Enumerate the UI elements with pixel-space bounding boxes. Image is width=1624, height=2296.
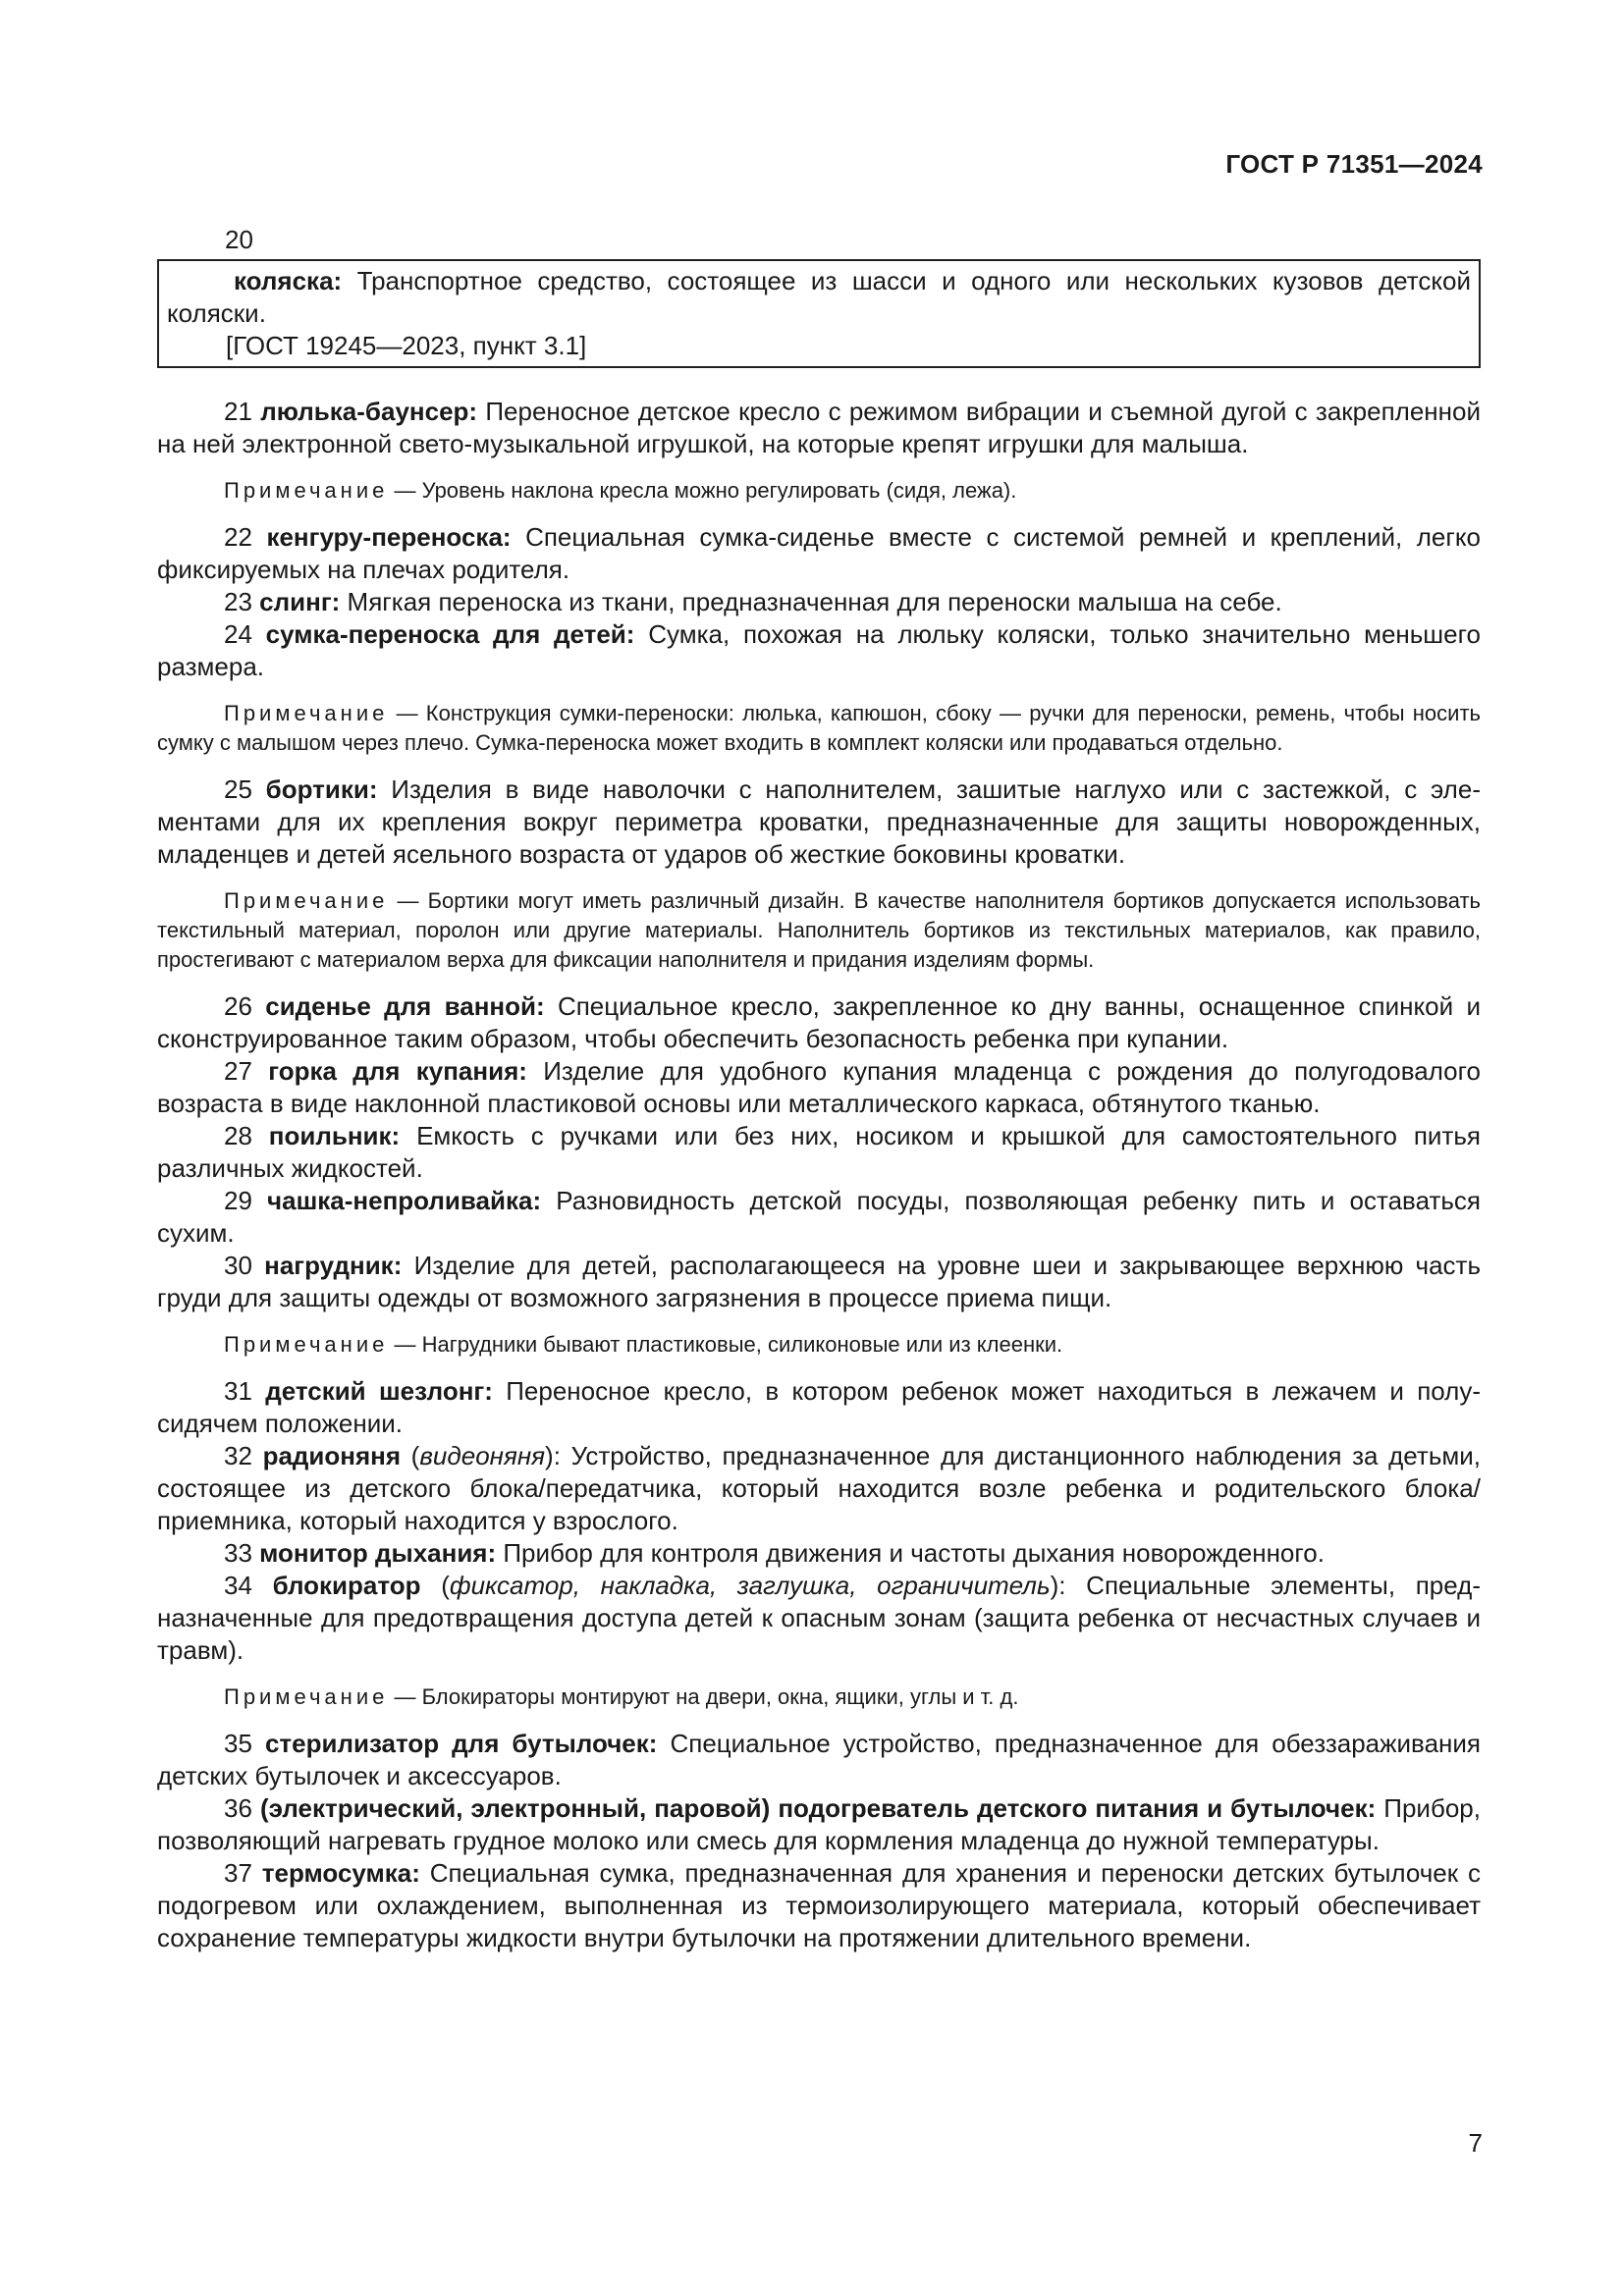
quoted-definition-box [157, 259, 1481, 368]
note-label: Примечание [224, 701, 389, 725]
note-label: Примечание [224, 1332, 389, 1357]
note-text: Уровень наклона кресла можно регулировать (сидя, лежа). [421, 478, 1017, 503]
term-number: 29 [224, 1186, 268, 1215]
term-number: 36 [224, 1793, 260, 1823]
term-27 [157, 1055, 1481, 1120]
term-name: блокиратор [272, 1571, 421, 1600]
definition-text: Изделия в виде наволочки с наполнителем, зашитые наглухо или с застежкой, с элементами для их крепления вокруг периметра кроватки, предназначенные для защиты новорожденных, младенцев и детей ясельного возраста от ударов об жесткие боковины кроватки. [157, 774, 1481, 869]
note-dash: — [388, 478, 422, 503]
term-25 [157, 774, 1481, 871]
term-37 [157, 1857, 1481, 1954]
term-number: 26 [224, 991, 266, 1021]
term-32 [157, 1440, 1481, 1537]
definition-text: Изделие для удобного купания младенца с рождения до полугодовалого возраста в виде наклонной пластиковой основы или металлического каркаса, обтянутого тканью. [157, 1056, 1481, 1118]
document-id-header: ГОСТ Р 71351—2024 [1225, 149, 1483, 179]
term-22 [157, 521, 1481, 586]
term-number: 27 [224, 1056, 269, 1086]
definition-text: : Специальные элементы, предназначенные для предотвращения доступа детей к опасным зонам (защита ребенка от несчастных случаев и травм). [157, 1571, 1481, 1665]
note-dash: — [388, 701, 426, 725]
term-29 [157, 1185, 1481, 1250]
note-dash: — [388, 888, 428, 913]
term-number: 22 [224, 522, 267, 552]
term-35 [157, 1728, 1481, 1792]
definition-text: Изделие для детей, располагающееся на уровне шеи и закрывающее верхнюю часть груди для защиты одежды от возможного загрязнения в процессе приема пищи. [157, 1251, 1481, 1312]
term-name: детский шезлонг: [265, 1376, 493, 1406]
note-30 [157, 1330, 1481, 1360]
term-28 [157, 1120, 1481, 1185]
term-36 [157, 1792, 1481, 1857]
note-25 [157, 886, 1481, 975]
note-text: Блокираторы монтируют на двери, окна, ящики, углы и т. д. [421, 1684, 1019, 1709]
term-synonym: фиксатор, накладка, заглушка, ограничитель [449, 1571, 1051, 1600]
term-31 [157, 1375, 1481, 1440]
definition-text: Прибор для контроля движения и частоты дыхания новорожденного. [496, 1538, 1325, 1568]
term-21 [157, 396, 1481, 460]
term-number: 21 [224, 397, 261, 426]
definition-text: Прибор, позволяющий нагревать грудное молоко или смесь для кормления младенца до нужной температуры. [157, 1793, 1481, 1855]
term-number: 37 [224, 1858, 262, 1888]
note-24 [157, 699, 1481, 758]
term-number: 20 [225, 225, 253, 254]
citation: [ГОСТ 19245—2023, пункт 3.1] [226, 331, 587, 360]
term-name: бортики: [265, 774, 378, 804]
term-name: люлька-баунсер: [260, 397, 478, 426]
term-number: 34 [224, 1571, 273, 1600]
note-label: Примечание [224, 888, 389, 913]
term-number: 28 [224, 1121, 269, 1150]
term-name: сумка-переноска для детей: [265, 619, 635, 649]
term-name: монитор дыхания: [259, 1538, 497, 1568]
note-dash: — [388, 1332, 422, 1357]
definition-text: : Устройство, предназначенное для дистанционного наблюдения за детьми, состоящее из детского блока/передатчика, который находится возле ребенка и родительского блока/приемника, который находится у взрослого. [157, 1441, 1481, 1535]
definition-text: Специальное кресло, закрепленное ко дну ванны, оснащенное спинкой и сконструированное таким образом, чтобы обеспечить безопасность ребенка при купании. [157, 991, 1481, 1053]
term-name: (электрический, электронный, паровой) подогреватель детского питания и бутылочек: [259, 1793, 1377, 1823]
term-number: 32 [224, 1441, 263, 1470]
definition-text: Переносное кресло, в котором ребенок может находиться в лежачем и полусидячем положении. [157, 1376, 1481, 1438]
term-34 [157, 1570, 1481, 1667]
term-name: радионяня [262, 1441, 402, 1470]
term-name: кенгуру-переноска: [266, 522, 512, 552]
term-name: термосумка: [261, 1858, 420, 1888]
term-number: 24 [224, 619, 266, 649]
term-30 [157, 1250, 1481, 1314]
term-number: 31 [224, 1376, 266, 1406]
definition-text: Емкость с ручками или без них, носиком и крышкой для самостоятельного питья различных жидкостей. [157, 1121, 1481, 1183]
paren-close: ) [1050, 1571, 1059, 1600]
term-name: коляска: [234, 266, 343, 295]
definition-text: Специальная сумка, предназначенная для хранения и переноски детских бутылочек с подогревом или охлаждением, выполненная из термоизолирующего материала, который обеспечивает сохранение температуры жидкости внутри бутылочки на протяжении длительного времени. [157, 1858, 1481, 1952]
definition-text: Переносное детское кресло с режимом вибрации и съемной дугой с закрепленной на ней электронной свето-музыкальной игрушкой, на которые крепят игрушки для малыша. [157, 397, 1481, 458]
note-21 [157, 476, 1481, 506]
term-name: чашка-непроливайка: [267, 1186, 542, 1215]
page-content [157, 224, 1481, 1954]
paren-open: ( [401, 1441, 420, 1470]
term-number: 35 [224, 1729, 265, 1758]
note-dash: — [388, 1684, 422, 1709]
page-number: 7 [1468, 2128, 1483, 2158]
term-number: 30 [224, 1251, 265, 1280]
definition-paragraph [167, 265, 1471, 330]
definition-text: Транспортное средство, состоящее из шасси и одного или нескольких кузовов детской коляски. [167, 266, 1471, 328]
note-34 [157, 1682, 1481, 1712]
term-number: 33 [224, 1538, 260, 1568]
term-33 [157, 1537, 1481, 1570]
definition-text: Разновидность детской посуды, позволяющая ребенку пить и оставаться сухим. [157, 1186, 1481, 1248]
paren-open: ( [420, 1571, 450, 1600]
definition-text: Сумка, похожая на люльку коляски, только значительно меньшего размера. [157, 619, 1481, 681]
term-23 [157, 586, 1481, 618]
note-label: Примечание [224, 1684, 389, 1709]
term-name: стерилизатор для бутылочек: [264, 1729, 658, 1758]
term-number: 25 [224, 774, 266, 804]
note-text: Нагрудники бывают пластиковые, силиконовые или из клеенки. [421, 1332, 1063, 1357]
term-name: нагрудник: [264, 1251, 403, 1280]
definition-text: Специальное устройство, предназначенное для обеззараживания детских бутылочек и аксессуаров. [157, 1729, 1481, 1790]
definition-text: Специальная сумка-сиденье вместе с системой ремней и креплений, легко фиксируемых на плечах родителя. [157, 522, 1481, 584]
definition-text: Мягкая переноска из ткани, предназначенная для переноски малыша на себе. [340, 587, 1282, 616]
term-24 [157, 618, 1481, 683]
term-number: 23 [224, 587, 260, 616]
term-name: слинг: [259, 587, 341, 616]
term-synonym: видеоняня [419, 1441, 546, 1470]
term-26 [157, 990, 1481, 1055]
note-text: Бортики могут иметь различный дизайн. В качестве наполнителя бортиков допускается использовать текстильный материал, поролон или другие материалы. Наполнитель бортиков из текстильных материалов, как правило, простегивают с материалом верха для фиксации наполнителя и придания изделиям формы. [157, 888, 1481, 972]
note-text: Конструкция сумки-переноски: люлька, капюшон, сбоку — ручки для переноски, ремень, чтобы носить сумку с малышом через плечо. Сумка-переноска может входить в комплект коляски или продаваться отдельно. [157, 701, 1481, 755]
paren-close: ) [545, 1441, 554, 1470]
term-name: сиденье для ванной: [265, 991, 545, 1021]
term-name: поильник: [268, 1121, 401, 1150]
term-name: горка для купания: [268, 1056, 527, 1086]
note-label: Примечание [224, 478, 389, 503]
